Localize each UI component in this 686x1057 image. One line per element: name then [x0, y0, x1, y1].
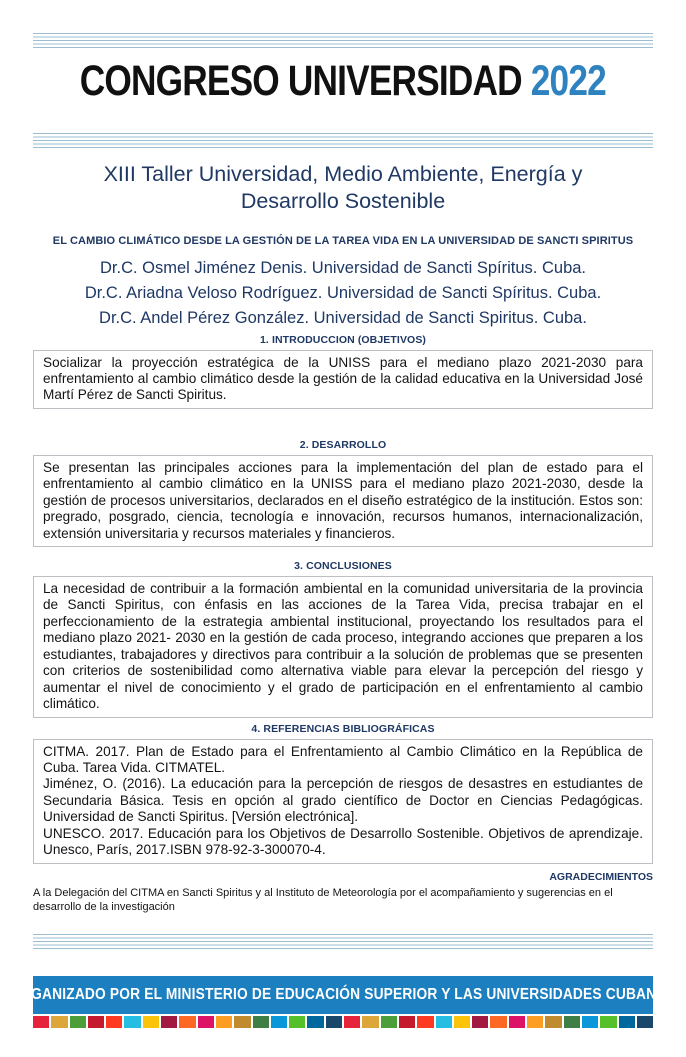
section-heading-introduction: 1. INTRODUCCION (OBJETIVOS) — [259, 333, 427, 346]
sdg-square — [70, 1016, 86, 1028]
sdg-square — [88, 1016, 104, 1028]
introduction-text: Socializar la proyección estratégica de la UNISS para el mediano plazo 2021-2030 para enfrentamiento al cambio climático desde la gestión de la calidad educativa en la Universidad José Martí Pérez de Sancti Spiritus. — [43, 354, 643, 403]
paper-title: EL CAMBIO CLIMÁTICO DESDE LA GESTIÓN DE LA TAREA VIDA EN LA UNIVERSIDAD DE SANCTI SPIRITUS — [52, 235, 634, 248]
acknowledgements-text: A la Delegación del CITMA en Sancti Spiritus y al Instituto de Meteorología por el acompañamiento y sugerencias en el desarrollo de la investigación — [33, 886, 613, 913]
sdg-square — [271, 1016, 287, 1028]
organizer-label: ORGANIZADO POR EL MINISTERIO DE EDUCACIÓN SUPERIOR Y LAS UNIVERSIDADES CUBANAS — [10, 986, 676, 1004]
section-heading-desarrollo: 2. DESARROLLO — [299, 438, 387, 451]
decorative-staff-lines-top — [33, 33, 653, 48]
sdg-square — [527, 1016, 543, 1028]
author-line: Dr.C. Andel Pérez González. Universidad de Sancti Spiritus. Cuba. — [99, 308, 587, 327]
sdg-square — [600, 1016, 616, 1028]
sdg-square — [33, 1016, 49, 1028]
sdg-square — [436, 1016, 452, 1028]
sdg-square — [490, 1016, 506, 1028]
sdg-square — [106, 1016, 122, 1028]
referencias-box — [33, 739, 653, 864]
congress-title-year: 2022 — [530, 57, 607, 105]
conclusiones-text: La necesidad de contribuir a la formación ambiental en la comunidad universitaria de la provincia de Sancti Spiritus, con énfasis en las acciones de la Tarea Vida, precisa trabajar en el perfeccionamiento de la estrategia ambiental institucional, proyectando los resultados para el mediano plazo 2021- 2030 en la gestión de cada proceso, integrando acciones que preparen a los estudiantes, trabajadores y directivos para contribuir a la solución de problemas que se presenten con criterios de sostenibilidad como alternativa viable para elevar la percepción del riesgo y aumentar el nivel de conocimiento y el grado de participación en el enfrentamiento al cambio climático. — [43, 581, 643, 712]
reference-entry: Jiménez, O. (2016). La educación para la percepción de riesgos de desastres en estudiantes de Secundaria Básica. Tesis en opción al grado científico de Doctor en Ciencias Pedagógicas. Universidad de Sancti Spiritus. [Versión electrónica]. — [43, 776, 643, 825]
congress-title — [0, 59, 686, 104]
congress-title-text — [80, 59, 606, 104]
acknowledgements-heading: AGRADECIMIENTOS — [549, 870, 653, 883]
reference-entry: CITMA. 2017. Plan de Estado para el Enfrentamiento al Cambio Climático en la República de Cuba. Tarea Vida. CITMATEL. — [43, 743, 643, 775]
congress-title-black: CONGRESO UNIVERSIDAD — [79, 57, 531, 105]
sdg-square — [399, 1016, 415, 1028]
sdg-square — [143, 1016, 159, 1028]
reference-entry: UNESCO. 2017. Educación para los Objetivos de Desarrollo Sostenible. Objetivos de aprendizaje. Unesco, París, 2017.ISBN 978-92-3-300070-4. — [43, 825, 643, 858]
section-heading-referencias: 4. REFERENCIAS BIBLIOGRÁFICAS — [251, 722, 435, 735]
sdg-square — [344, 1016, 360, 1028]
sdg-square — [472, 1016, 488, 1028]
sdg-square — [564, 1016, 580, 1028]
sdg-square — [234, 1016, 250, 1028]
sdg-square — [124, 1016, 140, 1028]
sdg-square — [509, 1016, 525, 1028]
decorative-staff-lines-middle — [33, 133, 653, 148]
sdg-square — [51, 1016, 67, 1028]
introduction-box — [33, 350, 653, 409]
sdg-square — [307, 1016, 323, 1028]
sdg-square — [637, 1016, 653, 1028]
sdg-square — [326, 1016, 342, 1028]
author-line: Dr.C. Ariadna Veloso Rodríguez. Universidad de Sancti Spíritus. Cuba. — [84, 284, 602, 302]
sdg-square — [253, 1016, 269, 1028]
sdg-square — [545, 1016, 561, 1028]
authors-list — [0, 256, 686, 330]
author-line: Dr.C. Osmel Jiménez Denis. Universidad de Sancti Spíritus. Cuba. — [99, 259, 587, 278]
sdg-square — [582, 1016, 598, 1028]
sdg-square — [198, 1016, 214, 1028]
sdg-square — [381, 1016, 397, 1028]
sdg-square — [619, 1016, 635, 1028]
sdg-square — [417, 1016, 433, 1028]
sdg-square — [179, 1016, 195, 1028]
sdg-square — [289, 1016, 305, 1028]
desarrollo-text: Se presentan las principales acciones para la implementación del plan de estado para el enfrentamiento al cambio climático en la UNISS para el mediano plazo 2021-2030, desde la gestión de procesos universitarios, declarados en el diseño estratégico de la institución. Estos son: pregrado, posgrado, ciencia, tecnología e innovación, recursos humanos, internacionalización, extensión universitaria y recursos materiales y financieros. — [43, 459, 643, 541]
poster-page — [0, 33, 686, 1057]
sdg-square — [454, 1016, 470, 1028]
sdg-color-strip — [33, 1016, 653, 1028]
event-subtitle: XIII Taller Universidad, Medio Ambiente, Energía y Desarrollo Sostenible — [103, 161, 583, 213]
sdg-square — [362, 1016, 378, 1028]
sdg-square — [161, 1016, 177, 1028]
organizer-bar — [10, 976, 676, 1014]
conclusiones-box — [33, 576, 653, 718]
sdg-square — [216, 1016, 232, 1028]
decorative-staff-lines-bottom — [33, 934, 653, 949]
desarrollo-box — [33, 455, 653, 547]
section-heading-conclusiones: 3. CONCLUSIONES — [294, 560, 392, 572]
